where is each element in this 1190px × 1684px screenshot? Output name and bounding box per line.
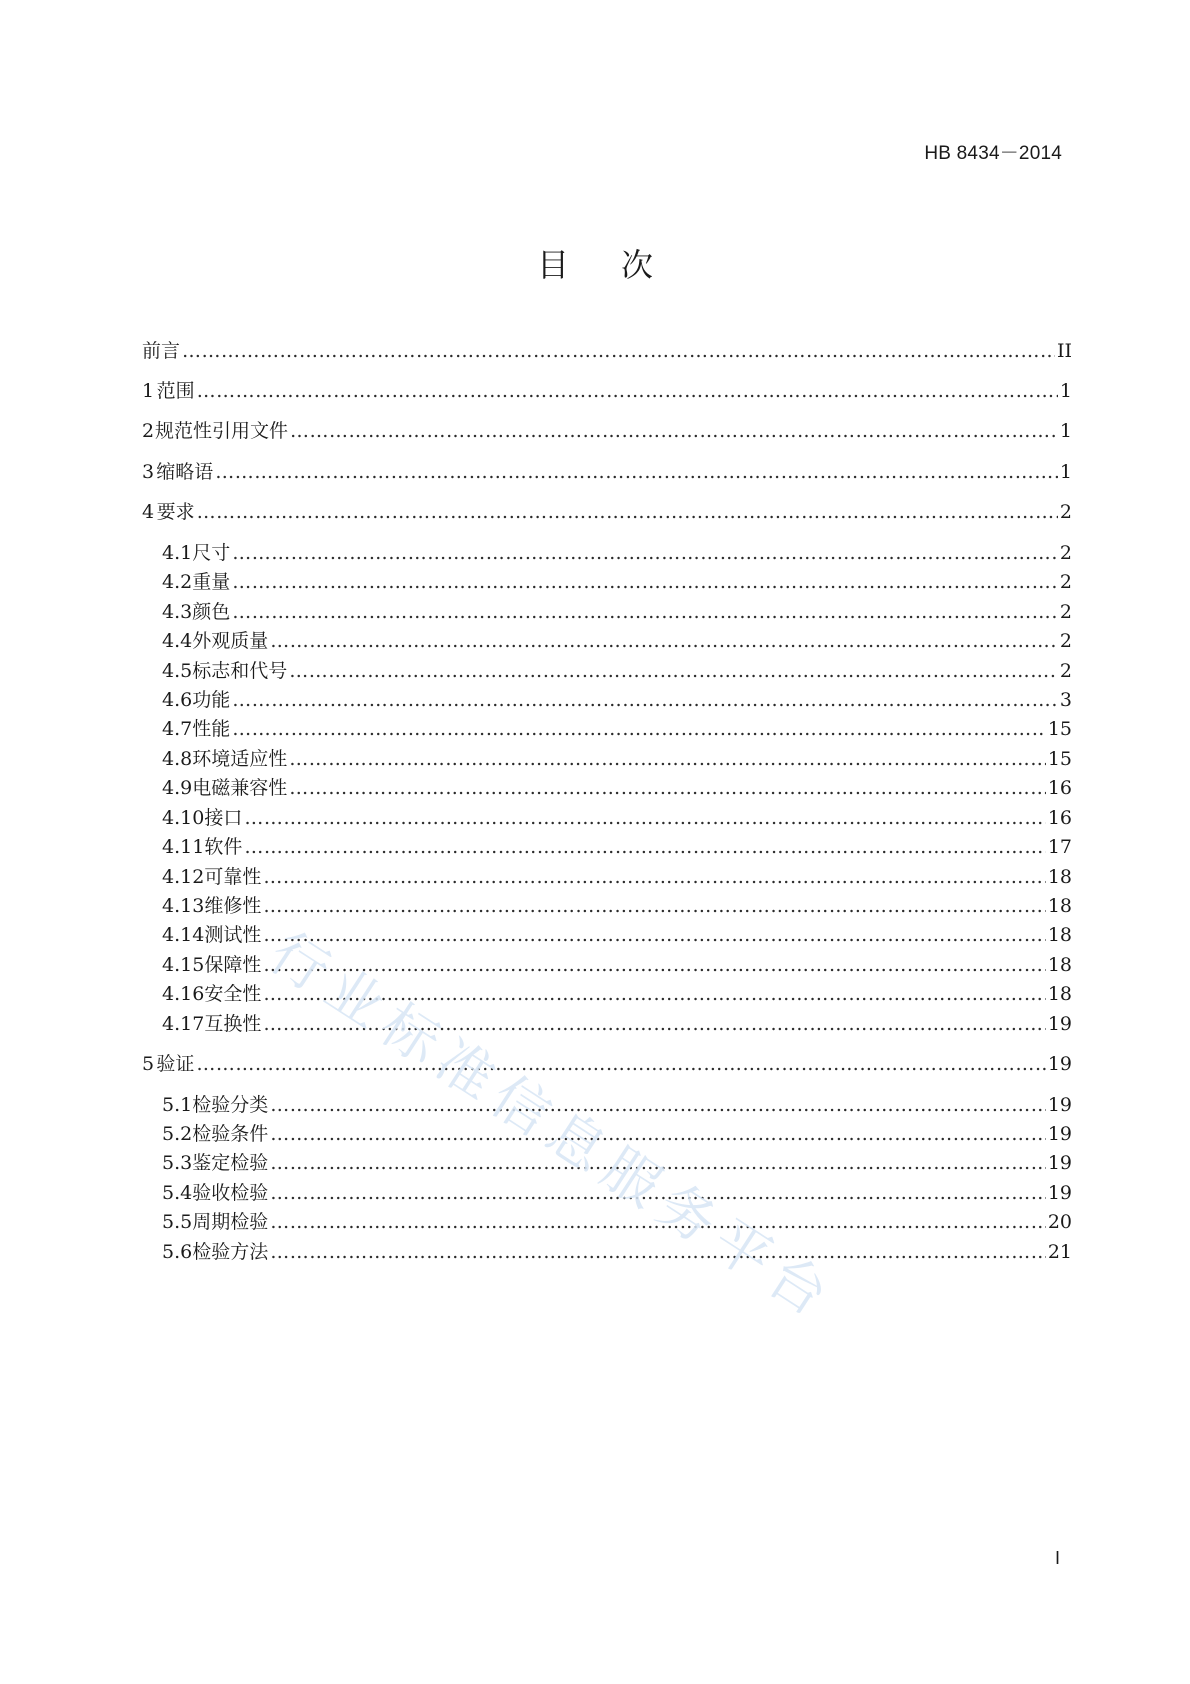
toc-dot-leader <box>232 687 1058 713</box>
toc-entry-label: 缩略语 <box>156 461 214 483</box>
toc-entry[interactable] <box>162 775 1072 801</box>
toc-dot-leader <box>263 893 1045 919</box>
toc-entry-number: 4.14 <box>162 924 205 946</box>
toc-entry-label: 验收检验 <box>192 1182 269 1204</box>
watermark: 行业标准信息服务平台 <box>258 920 847 1335</box>
toc-entry-page: 18 <box>1047 895 1072 917</box>
toc-dot-leader <box>244 805 1045 831</box>
toc-entry[interactable] <box>142 418 1072 444</box>
toc-entry-number: 1 <box>142 380 155 402</box>
toc-entry-label: 验证 <box>156 1053 195 1075</box>
toc-entry-page: 19 <box>1047 1152 1072 1174</box>
toc-entry-label: 环境适应性 <box>192 748 288 770</box>
toc-entry[interactable] <box>162 952 1072 978</box>
toc-entry-page: 1 <box>1059 461 1072 483</box>
toc-entry-label: 周期检验 <box>192 1211 269 1233</box>
toc-entry[interactable] <box>162 1150 1072 1176</box>
toc-entry-label: 鉴定检验 <box>192 1152 269 1174</box>
toc-entry-label: 尺寸 <box>192 542 231 564</box>
toc-entry-label: 测试性 <box>204 924 262 946</box>
toc-entry-number: 4.13 <box>162 895 205 917</box>
toc-entry[interactable] <box>142 378 1072 404</box>
toc-entry[interactable] <box>162 981 1072 1007</box>
toc-dot-leader <box>263 981 1045 1007</box>
toc-entry[interactable] <box>162 922 1072 948</box>
toc-entry-page: 2 <box>1059 601 1072 623</box>
toc-entry-page: 18 <box>1047 983 1072 1005</box>
toc-entry-number: 4.1 <box>162 542 193 564</box>
toc-entry[interactable] <box>142 338 1072 364</box>
toc-entry-number: 5 <box>142 1053 155 1075</box>
toc-entry-label: 颜色 <box>192 601 231 623</box>
standard-code: HB 8434－2014 <box>924 143 1062 164</box>
toc-dot-leader <box>182 338 1055 364</box>
toc-dot-leader <box>263 922 1045 948</box>
toc-entry-page: 18 <box>1047 954 1072 976</box>
toc-entry[interactable] <box>162 540 1072 566</box>
toc-entry-number: 5.3 <box>162 1152 193 1174</box>
toc-entry[interactable] <box>162 1092 1072 1118</box>
toc-entry-page: 19 <box>1047 1094 1072 1116</box>
toc-entry-page: 21 <box>1047 1241 1072 1263</box>
toc-entry-number: 4.6 <box>162 689 193 711</box>
toc-entry-page: 1 <box>1059 420 1072 442</box>
toc-entry[interactable] <box>142 499 1072 525</box>
toc-entry[interactable] <box>162 658 1072 684</box>
toc-entry-number: 5.4 <box>162 1182 193 1204</box>
toc-entry-number: 3 <box>142 461 155 483</box>
toc-entry-label: 性能 <box>192 718 231 740</box>
toc-entry[interactable] <box>162 1121 1072 1147</box>
toc-entry-page: 16 <box>1047 807 1072 829</box>
toc-dot-leader <box>270 628 1058 654</box>
toc-entry-label: 要求 <box>156 501 195 523</box>
toc-dot-leader <box>270 1150 1046 1176</box>
toc-entry-page: 2 <box>1059 501 1072 523</box>
toc-entry[interactable] <box>142 1051 1072 1077</box>
toc-entry-page: 19 <box>1047 1123 1072 1145</box>
toc-dot-leader <box>215 459 1058 485</box>
toc-entry[interactable] <box>162 1209 1072 1235</box>
toc-entry-number: 2 <box>142 420 155 442</box>
page-number: I <box>1054 1548 1060 1568</box>
toc-dot-leader <box>232 599 1058 625</box>
toc-entry-page: 3 <box>1059 689 1072 711</box>
toc-dot-leader <box>232 716 1046 742</box>
toc-entry-number: 4.9 <box>162 777 193 799</box>
toc-entry-label: 电磁兼容性 <box>192 777 288 799</box>
toc-entry-label: 检验分类 <box>192 1094 269 1116</box>
toc-entry-label: 可靠性 <box>204 866 262 888</box>
toc-entry-page: 2 <box>1059 571 1072 593</box>
toc-dot-leader <box>232 540 1058 566</box>
toc-dot-leader <box>289 775 1046 801</box>
toc-dot-leader <box>290 418 1058 444</box>
toc-entry-number: 4.2 <box>162 571 193 593</box>
toc-entry-number: 4.3 <box>162 601 193 623</box>
toc-entry-page: 2 <box>1059 542 1072 564</box>
toc-entry[interactable] <box>162 1011 1072 1037</box>
toc-entry-label: 前言 <box>142 340 181 362</box>
toc-entry-label: 外观质量 <box>192 630 269 652</box>
toc-entry-number: 4.17 <box>162 1013 205 1035</box>
page-title: 目次 <box>536 246 705 284</box>
toc-dot-leader <box>270 1092 1046 1118</box>
toc-entry-label: 保障性 <box>204 954 262 976</box>
toc-entry-label: 功能 <box>192 689 231 711</box>
toc-entry-label: 检验条件 <box>192 1123 269 1145</box>
toc-entry-label: 安全性 <box>204 983 262 1005</box>
toc-entry[interactable] <box>162 1180 1072 1206</box>
toc-entry-number: 5.5 <box>162 1211 193 1233</box>
toc-entry-label: 重量 <box>192 571 231 593</box>
toc-entry-number: 4.5 <box>162 660 193 682</box>
toc-dot-leader <box>270 1239 1046 1265</box>
toc-entry-number: 4 <box>142 501 155 523</box>
toc-entry-number: 4.7 <box>162 718 193 740</box>
toc-entry[interactable] <box>162 569 1072 595</box>
toc-entry[interactable] <box>162 746 1072 772</box>
toc-entry-number: 5.2 <box>162 1123 193 1145</box>
toc-dot-leader <box>232 569 1058 595</box>
toc-entry-number: 4.15 <box>162 954 205 976</box>
toc-entry[interactable] <box>162 834 1072 860</box>
toc-entry-page: 20 <box>1047 1211 1072 1233</box>
toc-dot-leader <box>263 1011 1045 1037</box>
toc-entry-label: 检验方法 <box>192 1241 269 1263</box>
toc-entry-number: 4.11 <box>162 836 205 858</box>
toc-dot-leader <box>244 834 1045 860</box>
toc-entry-number: 4.4 <box>162 630 193 652</box>
toc-dot-leader <box>263 864 1045 890</box>
toc-entry-label: 维修性 <box>204 895 262 917</box>
toc-entry-label: 范围 <box>156 380 195 402</box>
toc-entry-label: 互换性 <box>204 1013 262 1035</box>
toc-entry[interactable] <box>162 1239 1072 1265</box>
toc-entry-page: 15 <box>1047 718 1072 740</box>
toc-entry-number: 5.1 <box>162 1094 193 1116</box>
toc-dot-leader <box>289 658 1058 684</box>
toc-entry-number: 4.16 <box>162 983 205 1005</box>
toc-entry-number: 4.12 <box>162 866 205 888</box>
toc-entry-label: 规范性引用文件 <box>155 420 289 442</box>
toc-entry[interactable] <box>142 459 1072 485</box>
toc-dot-leader <box>196 1051 1045 1077</box>
toc-dot-leader <box>289 746 1046 772</box>
toc-entry-number: 4.10 <box>162 807 205 829</box>
toc-entry-page: 19 <box>1047 1182 1072 1204</box>
toc-entry[interactable] <box>162 628 1072 654</box>
toc-dot-leader <box>197 378 1058 404</box>
toc-entry-page: 2 <box>1059 660 1072 682</box>
toc-entry-page: 2 <box>1059 630 1072 652</box>
toc-dot-leader <box>270 1209 1046 1235</box>
toc-entry-page: 1 <box>1059 380 1072 402</box>
toc-dot-leader <box>270 1121 1046 1147</box>
toc-entry-label: 软件 <box>204 836 243 858</box>
toc-entry-page: 15 <box>1047 748 1072 770</box>
toc-entry-number: 4.8 <box>162 748 193 770</box>
toc-entry[interactable] <box>162 599 1072 625</box>
toc-entry-page: 19 <box>1047 1053 1072 1075</box>
toc-entry[interactable] <box>162 864 1072 890</box>
toc-entry-page: 19 <box>1047 1013 1072 1035</box>
toc-entry-page: II <box>1056 340 1072 362</box>
toc-entry[interactable] <box>162 893 1072 919</box>
toc-dot-leader <box>197 499 1058 525</box>
toc-dot-leader <box>263 952 1045 978</box>
toc-entry-page: 18 <box>1047 866 1072 888</box>
toc-entry[interactable] <box>162 716 1072 742</box>
toc-entry-label: 接口 <box>204 807 243 829</box>
toc-entry-number: 5.6 <box>162 1241 193 1263</box>
toc-entry-page: 17 <box>1047 836 1072 858</box>
toc-dot-leader <box>270 1180 1046 1206</box>
toc-entry-page: 18 <box>1047 924 1072 946</box>
toc-entry[interactable] <box>162 687 1072 713</box>
toc-entry-page: 16 <box>1047 777 1072 799</box>
toc-entry-label: 标志和代号 <box>192 660 288 682</box>
toc-entry[interactable] <box>162 805 1072 831</box>
